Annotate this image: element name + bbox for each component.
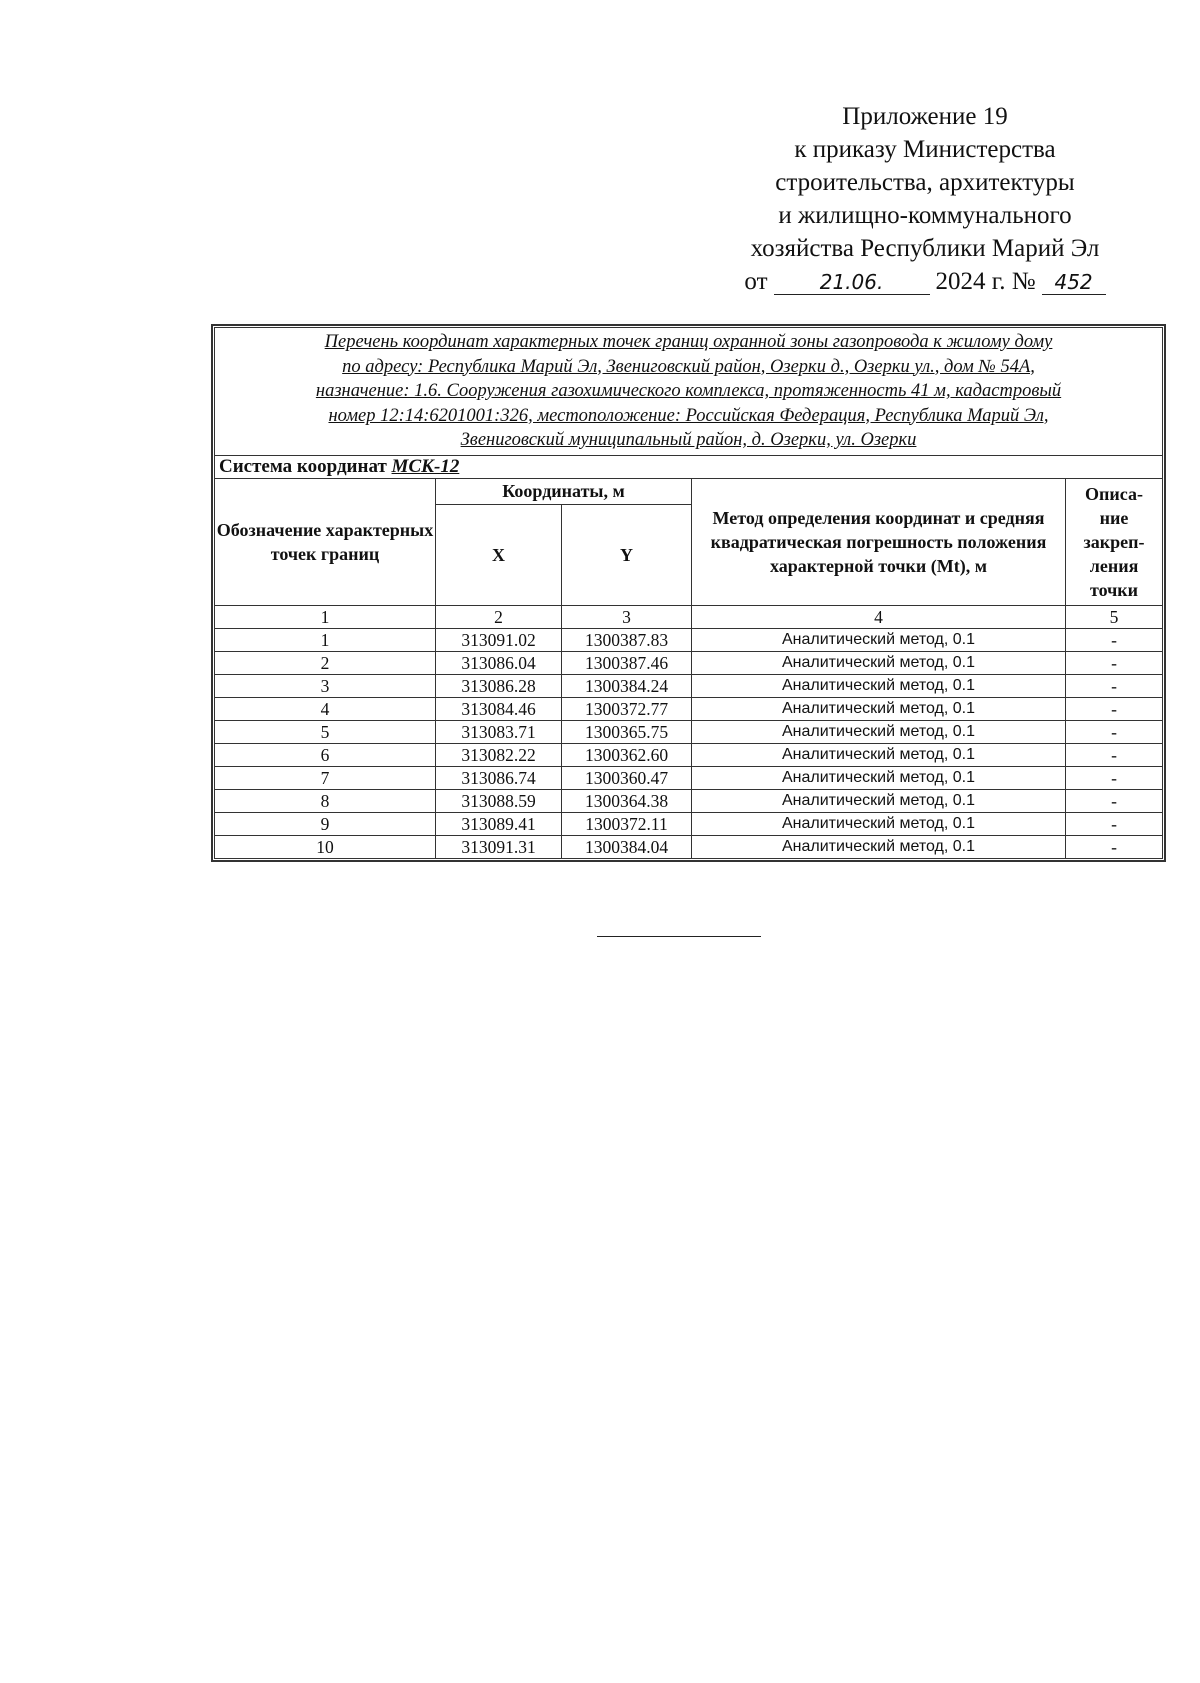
table-row (215, 720, 1163, 743)
method: Аналитический метод, 0.1 (692, 835, 1066, 858)
order-date-line (700, 265, 1150, 298)
coord-x: 313086.04 (436, 651, 562, 674)
mark-description: - (1066, 766, 1163, 789)
table-row (215, 812, 1163, 835)
coord-y: 1300365.75 (562, 720, 692, 743)
coord-x: 313091.31 (436, 835, 562, 858)
header-designation: Обозначение характерных точек границ (215, 478, 436, 605)
header-x: X (436, 504, 562, 605)
point-number: 10 (215, 835, 436, 858)
mark-description: - (1066, 697, 1163, 720)
point-number: 3 (215, 674, 436, 697)
coord-y: 1300387.46 (562, 651, 692, 674)
mark-description: - (1066, 628, 1163, 651)
point-number: 9 (215, 812, 436, 835)
table-title-line: назначение: 1.6. Сооружения газохимического комплекса, протяженность 41 м, кадастровый (315, 381, 1062, 401)
point-number: 6 (215, 743, 436, 766)
handwritten-date: 21.06. (774, 270, 930, 295)
coord-y: 1300384.24 (562, 674, 692, 697)
coord-x: 313084.46 (436, 697, 562, 720)
header-line: Приложение 19 (842, 103, 1008, 130)
table-row (215, 789, 1163, 812)
table-title-line: по адресу: Республика Марий Эл, Звениговский район, Озерки д., Озерки ул., дом № 54А, (342, 356, 1035, 377)
mark-description: - (1066, 789, 1163, 812)
coord-x: 313088.59 (436, 789, 562, 812)
table-row (215, 697, 1163, 720)
coord-x: 313091.02 (436, 628, 562, 651)
table-title-line: Звениговский муниципальный район, д. Озерки, ул. Озерки (460, 430, 917, 450)
method: Аналитический метод, 0.1 (692, 789, 1066, 812)
point-number: 8 (215, 789, 436, 812)
system-value: МСК-12 (391, 455, 460, 477)
date-prefix: от (744, 268, 768, 295)
header-description: Описа- ние закреп- ления точки (1066, 478, 1163, 605)
coord-y: 1300387.83 (562, 628, 692, 651)
mark-description: - (1066, 743, 1163, 766)
table-row (215, 674, 1163, 697)
method: Аналитический метод, 0.1 (692, 628, 1066, 651)
header-y: Y (562, 504, 692, 605)
coord-y: 1300384.04 (562, 835, 692, 858)
system-label: Система координат (219, 455, 387, 477)
method: Аналитический метод, 0.1 (692, 651, 1066, 674)
table-row (215, 835, 1163, 858)
method: Аналитический метод, 0.1 (692, 720, 1066, 743)
header-line: и жилищно-коммунального (778, 202, 1072, 229)
method: Аналитический метод, 0.1 (692, 766, 1066, 789)
table-title-line: Перечень координат характерных точек границ охранной зоны газопровода к жилому дому (324, 332, 1053, 352)
coord-x: 313089.41 (436, 812, 562, 835)
coordinate-system (215, 455, 1163, 478)
mark-description: - (1066, 720, 1163, 743)
closing-rule (597, 936, 761, 937)
coord-y: 1300372.77 (562, 697, 692, 720)
table-row (215, 651, 1163, 674)
point-number: 7 (215, 766, 436, 789)
header-line: строительства, архитектуры (775, 169, 1075, 196)
table-row (215, 743, 1163, 766)
method: Аналитический метод, 0.1 (692, 812, 1066, 835)
method: Аналитический метод, 0.1 (692, 743, 1066, 766)
method: Аналитический метод, 0.1 (692, 697, 1066, 720)
mark-description: - (1066, 812, 1163, 835)
mark-description: - (1066, 674, 1163, 697)
table-row (215, 628, 1163, 651)
coord-y: 1300362.60 (562, 743, 692, 766)
header-method: Метод определения координат и средняя квадратическая погрешность положения характерной точки (Mt), м (692, 478, 1066, 605)
table-title (215, 328, 1163, 456)
handwritten-order-number: 452 (1042, 270, 1106, 295)
coord-x: 313086.28 (436, 674, 562, 697)
coord-x: 313083.71 (436, 720, 562, 743)
point-number: 4 (215, 697, 436, 720)
table-title-line: номер 12:14:6201001:326, местоположение: Российская Федерация, Республика Марий Эл, (328, 405, 1049, 426)
point-number: 5 (215, 720, 436, 743)
point-number: 1 (215, 628, 436, 651)
coord-y: 1300360.47 (562, 766, 692, 789)
column-number-row: 1 2 3 4 5 (215, 605, 1163, 628)
table-row (215, 766, 1163, 789)
coord-x: 313086.74 (436, 766, 562, 789)
coord-y: 1300364.38 (562, 789, 692, 812)
header-line: к приказу Министерства (794, 136, 1056, 163)
coordinates-table (214, 327, 1163, 859)
method: Аналитический метод, 0.1 (692, 674, 1066, 697)
mark-description: - (1066, 835, 1163, 858)
year-text: 2024 г. № (935, 268, 1036, 295)
header-line: хозяйства Республики Марий Эл (750, 235, 1100, 262)
mark-description: - (1066, 651, 1163, 674)
point-number: 2 (215, 651, 436, 674)
header-coordinates: Координаты, м (436, 478, 692, 504)
coord-y: 1300372.11 (562, 812, 692, 835)
appendix-header (700, 100, 1150, 298)
coord-x: 313082.22 (436, 743, 562, 766)
